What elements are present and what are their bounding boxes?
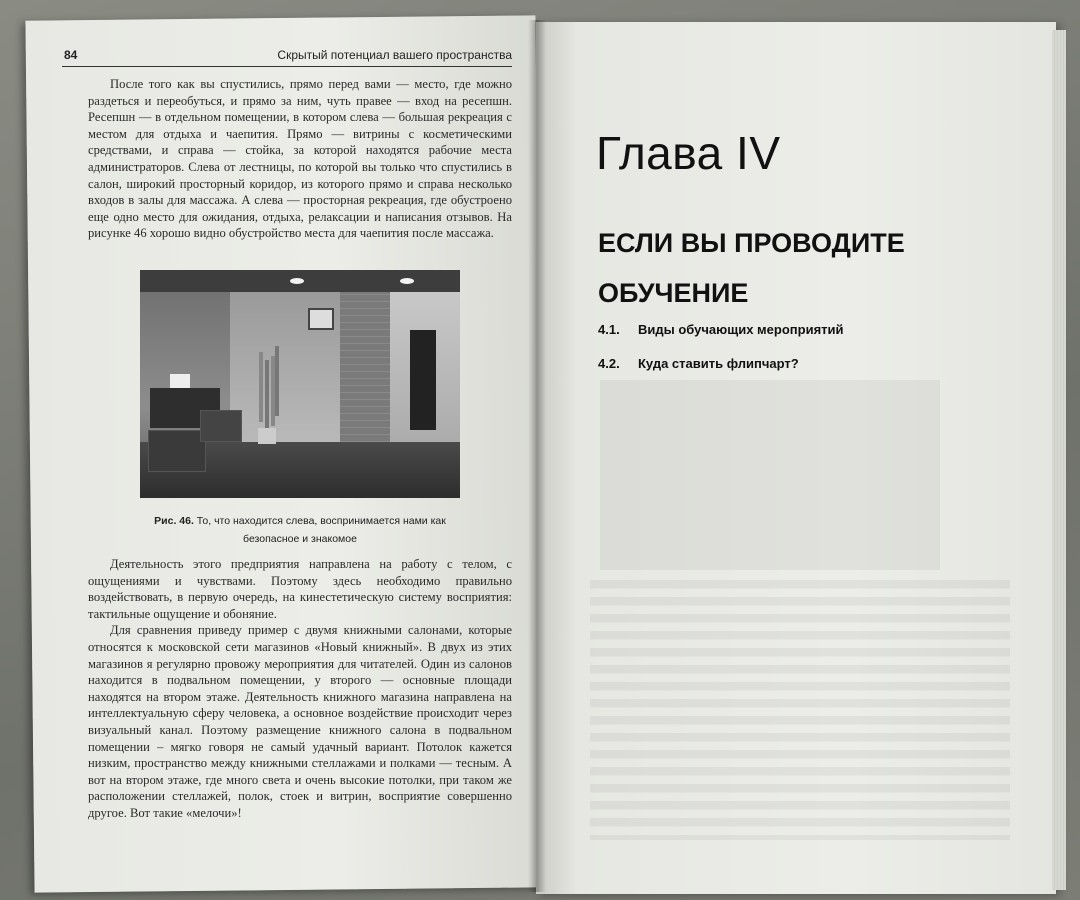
show-through-text [590, 580, 1010, 840]
toc-item-title: Виды обучающих мероприятий [638, 322, 844, 337]
paragraph-block-top [88, 76, 512, 242]
paragraph-3: Для сравнения приведу пример с двумя книжными салонами, которые относятся к московской сети магазинов «Новый книжный». В двух из этих магазинов я регулярно провожу мероприятия для читателей. Один из салонов находится в подвальном помещении, у второго — основные площади находятся на втором этаже. Деятельность книжного магазина направлена на интеллектуальную сферу человека, а основное воздействие происходит через визуальный канал. Поэтому размещение книжного салона в подвальном помещении – мягко говоря не самый удачный вариант. Потолок кажется низким, пространство между книжными стеллажами и полками — тесным. А вот на втором этаже, где много света и очень высокие потолки, при таком же расположении стеллажей, полок, стоек и витрин, восприятие совершенно другое. Вот такие «мелочи»! [88, 623, 512, 820]
chapter-label: Глава IV [596, 127, 781, 179]
paragraph-1: После того как вы спустились, прямо перед вами — место, где можно раздеться и переобуться, и прямо за ним, чуть правее — вход на ресепшн. Ресепшн — в отдельном помещении, в котором слева — большая рекреация с местом для отдыха и чаепития. Прямо — витрины с косметическими средствами, и справа — стойка, за которой находятся рабочие места администраторов. Слева от лестницы, по которой вы только что спустились в салон, широкий просторный коридор, из которого прямо и справа несколько входов в залы для массажа. А слева — просторная рекреация, где обустроено еще одно место для ожидания, отдыха, релаксации и написания отзывов. На рисунке 46 хорошо видно обустройство места для чаепития после массажа. [88, 77, 512, 241]
paragraph-block-bottom [88, 556, 512, 822]
figure-caption [140, 512, 460, 548]
toc-item [598, 356, 1018, 390]
toc-item [598, 322, 1018, 356]
running-head [62, 44, 512, 67]
chapter-toc [598, 322, 1018, 390]
figure-caption-label: Рис. 46. [154, 515, 194, 527]
figure-caption-text: То, что находится слева, воспринимается нами как безопасное и знакомое [196, 515, 446, 545]
running-title: Скрытый потенциал вашего пространства [277, 48, 512, 62]
chapter-title: ЕСЛИ ВЫ ПРОВОДИТЕ ОБУЧЕНИЕ [598, 228, 905, 308]
page-number: 84 [64, 48, 78, 62]
paragraph-2: Деятельность этого предприятия направлена на работу с телом, с ощущениями и чувствами. Поэтому здесь необходимо правильно воздействовать, в первую очередь, на кинестетическую систему восприятия: тактильные ощущение и обоняние. [88, 557, 512, 621]
toc-item-title: Куда ставить флипчарт? [638, 356, 799, 371]
page-edges [1052, 30, 1066, 890]
toc-item-number: 4.2. [598, 356, 620, 371]
show-through-image [600, 380, 940, 570]
toc-item-number: 4.1. [598, 322, 620, 337]
book-gutter [528, 20, 546, 892]
figure-46-photo [140, 270, 460, 498]
